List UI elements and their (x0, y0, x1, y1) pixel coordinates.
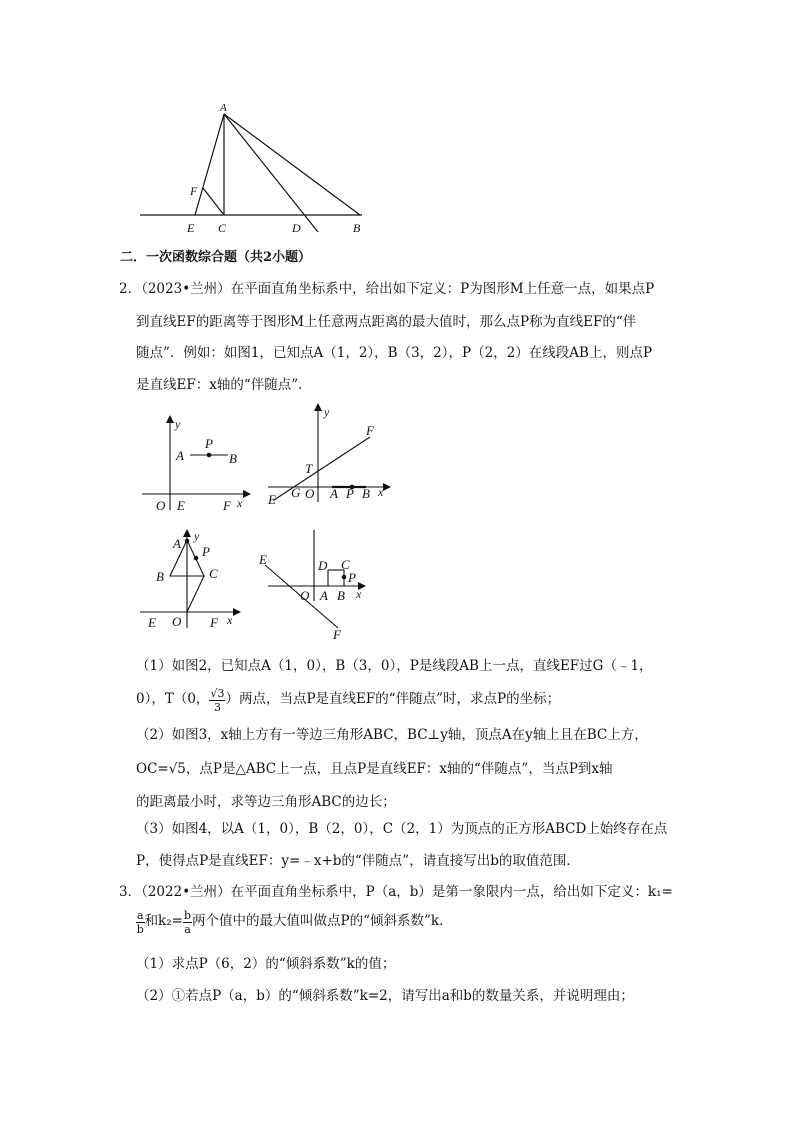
fig1-label-O: O (156, 498, 166, 513)
q2-part1-line-2 (136, 682, 560, 718)
section-heading: 二．一次函数综合题（共2小题） (120, 250, 312, 265)
fig1-label-F: F (223, 498, 231, 513)
fig4-label-D: D (318, 558, 328, 573)
fig4-label-C: C (341, 557, 350, 572)
q3-fraction-b-over-a (183, 910, 192, 935)
q2-fraction-root3-over-3 (209, 688, 225, 713)
q2-part3-line-2: P，使得点P是直线EF：y=﹣x+b的“伴随点”，请直接写出b的取值范围． (136, 853, 580, 869)
fraction-denominator: 3 (213, 700, 221, 714)
fig4-label-O: O (300, 588, 310, 603)
label-C: C (218, 221, 227, 235)
q3-mid-text: 和k₂= (144, 913, 183, 930)
q3-line-2 (136, 904, 453, 940)
q2-part1-line-2-post: ）两点，当点P是直线EF的“伴随点”时，求点P的坐标； (225, 691, 561, 708)
fig1-label-E: E (177, 498, 185, 513)
fig4-label-F: F (333, 627, 341, 642)
fig4-label-x: x (356, 587, 362, 601)
fig3-label-x: x (227, 613, 233, 627)
fig1-label-A: A (176, 448, 184, 463)
fig4-label-A: A (320, 588, 328, 603)
fig3-label-F: F (210, 615, 218, 630)
fraction-denominator: b (136, 922, 144, 936)
fig2-label-F: F (366, 423, 374, 438)
fig3-label-P: P (202, 544, 210, 559)
fig4-label-E: E (259, 552, 267, 567)
q2-line-4: 是直线EF：x轴的“伴随点”． (136, 377, 312, 393)
q2-part2-line-3: 的距离最小时，求等边三角形ABC的边长； (136, 794, 396, 810)
fig3-label-C: C (209, 566, 218, 581)
q3-fraction-a-over-b (136, 910, 145, 935)
fig3-label-A: A (173, 536, 181, 551)
fraction-numerator: b (183, 908, 192, 922)
q2-part2-line-2: OC=√5，点P是△ABC上一点，且点P是直线EF：x轴的“伴随点”，当点P到x轴 (136, 761, 613, 777)
fig3-label-B: B (156, 569, 164, 584)
fraction-denominator: a (184, 922, 191, 936)
fig2-label-y: y (324, 405, 330, 419)
fraction-numerator: a (137, 908, 144, 922)
label-A: A (220, 102, 227, 114)
q2-part3-line-1: （3）如图4，以A（1，0），B（2，0），C（2，1）为顶点的正方形ABCD上始终存在点 (136, 821, 668, 837)
fig2-label-B: B (362, 486, 370, 501)
fig4-point-P (342, 575, 347, 580)
q2-line-3: 随点”．例如：如图1，已知点A（1，2），B（3，2），P（2，2）在线段AB上，则点P (136, 345, 653, 361)
label-E: E (187, 221, 195, 235)
fraction-numerator: √3 (210, 686, 225, 700)
fig3-label-E: E (148, 615, 156, 630)
fig3-label-y: y (194, 529, 200, 543)
fig2-label-G: G (291, 485, 301, 500)
q3-line-2-post: 两个值中的最大值叫做点P的“倾斜系数”k． (192, 913, 453, 930)
label-D: D (292, 221, 301, 235)
q3-line-1: 3．（2022•兰州）在平面直角坐标系中，P（a，b）是第一象限内一点，给出如下定义：k₁= (119, 884, 673, 900)
fig2-label-x: x (378, 485, 384, 499)
label-B: B (353, 221, 361, 235)
q2-line-1: 2．（2023•兰州）在平面直角坐标系中，给出如下定义：P为图形M上任意一点，如果点P (119, 281, 655, 297)
fig2-label-O: O (305, 486, 315, 501)
fig3-label-O: O (172, 614, 182, 629)
fig1-label-x: x (237, 496, 243, 510)
q2-part1-line-2-pre: 0），T（0， (136, 691, 210, 708)
q2-part1-line-1: （1）如图2，已知点A（1，0），B（3，0），P是线段AB上一点，直线EF过G（﹣1， (136, 658, 653, 674)
fig1-label-B: B (229, 451, 237, 466)
fig1-label-y: y (175, 417, 181, 431)
fig2-label-P: P (346, 486, 354, 501)
q3-part-2: （2）①若点P（a，b）的“倾斜系数”k=2，请写出a和b的数量关系，并说明理由； (136, 988, 634, 1004)
label-F: F (190, 184, 198, 198)
q3-part-1: （1）求点P（6，2）的“倾斜系数”k的值； (136, 956, 396, 972)
fig4-label-P: P (348, 570, 356, 585)
fig2-label-T: T (305, 461, 313, 476)
q2-line-2: 到直线EF的距离等于图形M上任意两点距离的最大值时，那么点P称为直线EF的“伴 (136, 314, 637, 330)
q2-part2-line-1: （2）如图3，x轴上方有一等边三角形ABC，BC⊥y轴，顶点A在y轴上且在BC上方， (136, 727, 648, 743)
fig1-label-P: P (205, 436, 213, 451)
fig2-label-A: A (330, 486, 338, 501)
fig4-label-B: B (337, 588, 345, 603)
fig2-label-E: E (268, 492, 276, 507)
